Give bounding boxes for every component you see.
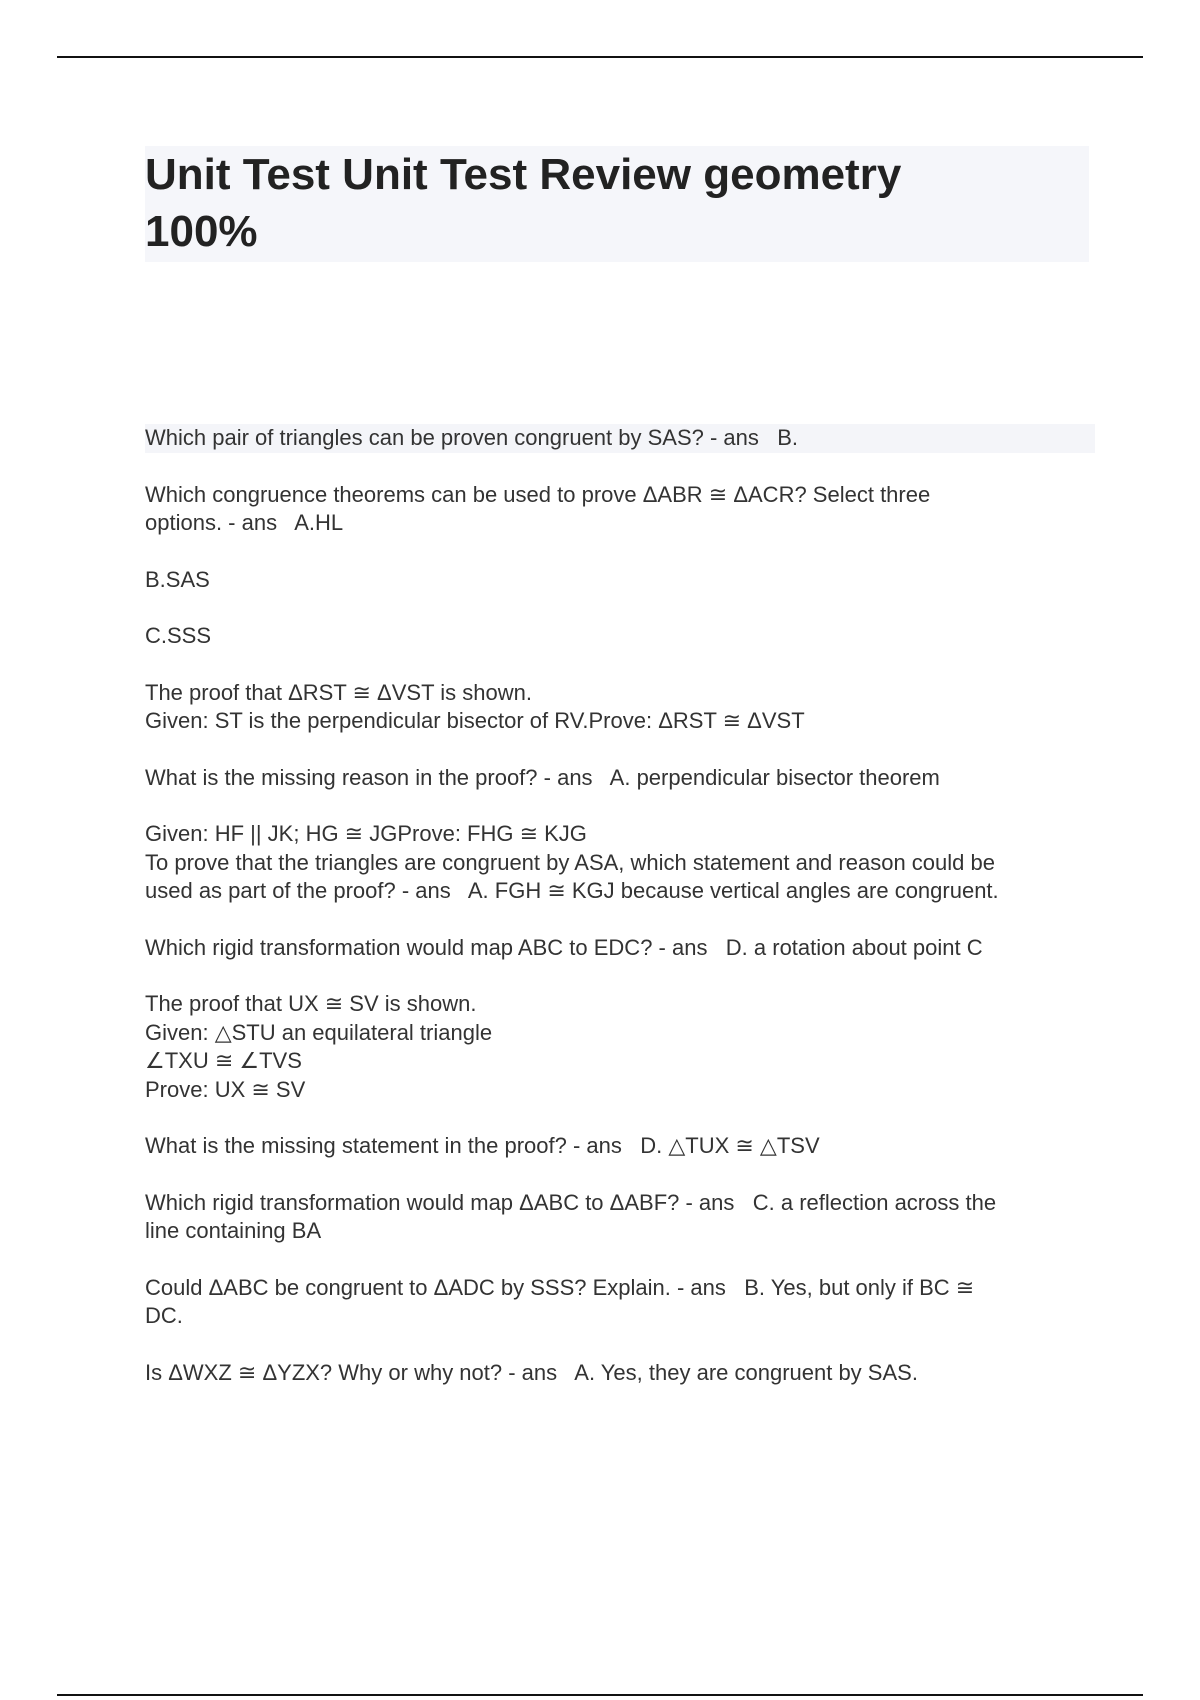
qa-paragraph-4 xyxy=(145,622,1095,651)
qa-paragraph-1 xyxy=(145,424,1095,453)
title-block xyxy=(145,146,1089,262)
top-rule xyxy=(57,56,1143,58)
text-line: Which congruence theorems can be used to prove ΔABR ≅ ΔACR? Select three xyxy=(145,481,931,507)
qa-paragraph-8 xyxy=(145,934,1095,963)
bottom-rule xyxy=(57,1694,1143,1696)
qa-paragraph-10 xyxy=(145,1132,1095,1161)
qa-paragraph-11 xyxy=(145,1189,1095,1246)
document-title xyxy=(145,146,1089,260)
text-line: Which rigid transformation would map ΔABC to ΔABF? - ans C. a reflection across the xyxy=(145,1189,997,1215)
text-line: C.SSS xyxy=(145,623,212,648)
qa-paragraph-5 xyxy=(145,679,1095,736)
text-line: Which pair of triangles can be proven congruent by SAS? - ans B. xyxy=(145,424,1095,453)
text-line: used as part of the proof? - ans A. FGH ≅ KGJ because vertical angles are congruent. xyxy=(145,878,999,903)
text-line: options. - ans A.HL xyxy=(145,510,344,535)
qa-paragraph-2 xyxy=(145,481,1095,538)
text-line: The proof that UX ≅ SV is shown. xyxy=(145,991,477,1016)
title-line-1: Unit Test Unit Test Review geometry xyxy=(145,150,902,199)
text-line: Is ΔWXZ ≅ ΔYZX? Why or why not? - ans A. Yes, they are congruent by SAS. xyxy=(145,1359,918,1385)
text-line: The proof that ΔRST ≅ ΔVST is shown. xyxy=(145,679,532,705)
text-line: ∠TXU ≅ ∠TVS xyxy=(145,1048,302,1073)
qa-paragraph-6 xyxy=(145,764,1095,793)
text-line: B.SAS xyxy=(145,566,210,592)
text-line: What is the missing reason in the proof? - ans A. perpendicular bisector theorem xyxy=(145,764,940,790)
text-line: Given: HF || JK; HG ≅ JGProve: FHG ≅ KJG xyxy=(145,821,587,846)
text-line: To prove that the triangles are congruent by ASA, which statement and reason could be xyxy=(145,849,995,875)
text-line: Could ΔABC be congruent to ΔADC by SSS? Explain. - ans B. Yes, but only if BC ≅ xyxy=(145,1274,975,1300)
qa-paragraph-13 xyxy=(145,1359,1095,1388)
text-line: line containing BA xyxy=(145,1218,322,1243)
qa-paragraph-3 xyxy=(145,566,1095,595)
document-body xyxy=(145,424,1095,1415)
text-line: Which rigid transformation would map ABC to EDC? - ans D. a rotation about point C xyxy=(145,934,983,960)
title-line-2: 100% xyxy=(145,207,258,256)
text-line: DC. xyxy=(145,1303,183,1328)
qa-paragraph-7 xyxy=(145,820,1095,906)
text-line: Given: △STU an equilateral triangle xyxy=(145,1019,493,1045)
qa-paragraph-12 xyxy=(145,1274,1095,1331)
text-line: Prove: UX ≅ SV xyxy=(145,1076,306,1102)
text-line: What is the missing statement in the proof? - ans D. △TUX ≅ △TSV xyxy=(145,1133,820,1158)
qa-paragraph-9 xyxy=(145,990,1095,1104)
text-line: Given: ST is the perpendicular bisector of RV.Prove: ΔRST ≅ ΔVST xyxy=(145,708,805,733)
